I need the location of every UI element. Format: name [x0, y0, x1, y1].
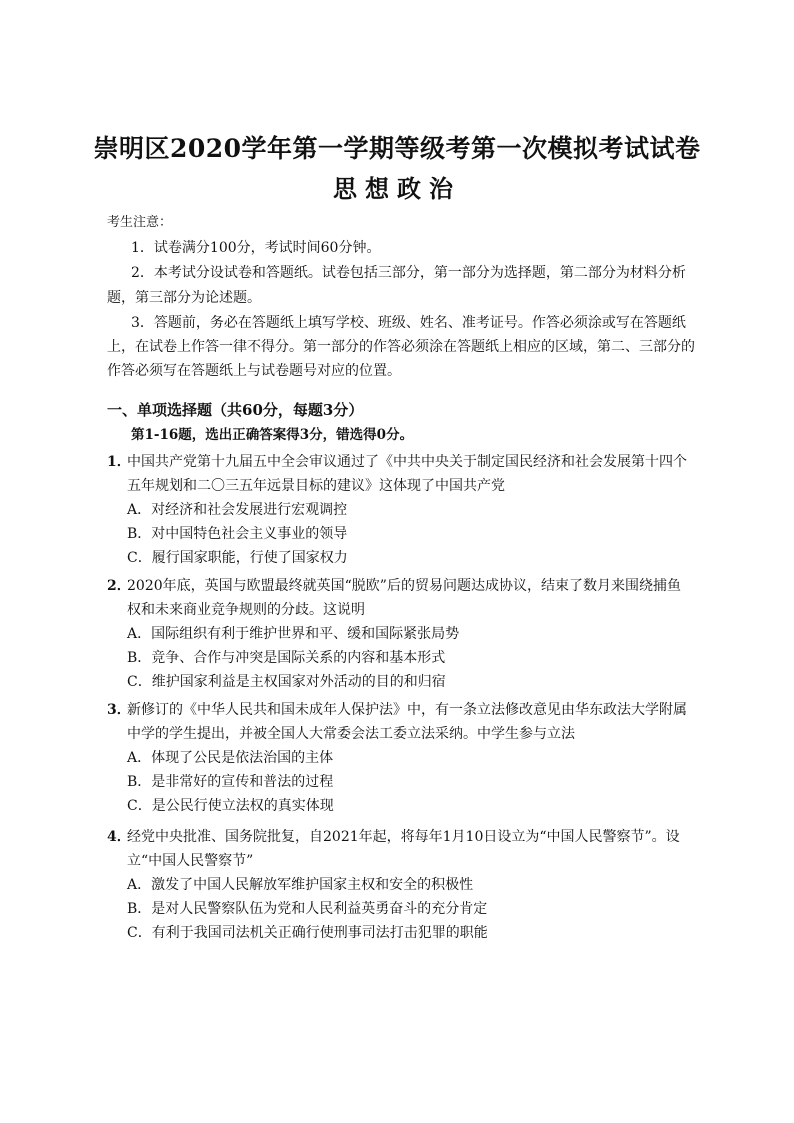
answer-option: A．对经济和社会发展进行宏观调控	[127, 502, 348, 518]
section-heading: 一、单项选择题（共60分，每题3分）	[107, 401, 364, 419]
question-stem: 经党中央批准、国务院批复，自2021年起，将每年1月10日设立为“中国人民警察节”。设	[127, 829, 680, 845]
notice-line: 作答必须写在答题纸上与试卷题号对应的位置。	[107, 363, 401, 379]
answer-option: A．国际组织有利于维护世界和平、缓和国际紧张局势	[127, 626, 460, 642]
question-stem: 立“中国人民警察节”	[127, 853, 254, 869]
question-stem: 中国共产党第十九届五中全会审议通过了《中共中央关于制定国民经济和社会发展第十四个	[127, 454, 687, 470]
answer-option: B．对中国特色社会主义事业的领导	[127, 526, 348, 542]
answer-option: C．履行国家职能，行使了国家权力	[127, 550, 348, 566]
answer-option: C．有利于我国司法机关正确行使刑事司法打击犯罪的职能	[127, 925, 488, 941]
notice-line: 2．本考试分设试卷和答题纸。试卷包括三部分，第一部分为选择题，第二部分为材料分析	[131, 265, 686, 281]
question-stem: 权和未来商业竞争规则的分歧。这说明	[127, 602, 365, 618]
exam-title: 崇明区2020学年第一学期等级考第一次模拟考试试卷	[93, 134, 701, 163]
answer-option: C．维护国家利益是主权国家对外活动的目的和归宿	[127, 674, 446, 690]
question-stem: 新修订的《中华人民共和国未成年人保护法》中，有一条立法修改意见由华东政法大学附属	[127, 702, 687, 718]
answer-option: A．激发了中国人民解放军维护国家主权和安全的积极性	[127, 877, 474, 893]
question-number: 1．	[107, 454, 131, 470]
question-number: 2．	[107, 578, 131, 594]
question-number: 4．	[107, 829, 131, 845]
notice-line: 题，第三部分为论述题。	[107, 290, 261, 306]
answer-option: C．是公民行使立法权的真实体现	[127, 798, 334, 814]
notice-line: 3．答题前，务必在答题纸上填写学校、班级、姓名、准考证号。作答必须涂或写在答题纸	[131, 315, 686, 331]
answer-option: B．是对人民警察队伍为党和人民利益英勇奋斗的充分肯定	[127, 901, 488, 917]
subject-title: 思想政治	[333, 174, 461, 203]
notice-label: 考生注意：	[107, 215, 173, 230]
question-stem: 五年规划和二〇三五年远景目标的建议》这体现了中国共产党	[127, 478, 505, 494]
answer-option: B．是非常好的宣传和普法的过程	[127, 774, 334, 790]
question-stem: 中学的学生提出，并被全国人大常委会法工委立法采纳。中学生参与立法	[127, 726, 575, 742]
section-instruction: 第1-16题，选出正确答案得3分，错选得0分。	[131, 427, 414, 443]
answer-option: B．竞争、合作与冲突是国际关系的内容和基本形式	[127, 650, 446, 666]
answer-option: A．体现了公民是依法治国的主体	[127, 750, 334, 766]
notice-line: 1．试卷满分100分，考试时间60分钟。	[131, 240, 381, 256]
notice-line: 上，在试卷上作答一律不得分。第一部分的作答必须涂在答题纸上相应的区域，第二、三部分的	[107, 339, 695, 355]
question-stem: 2020年底，英国与欧盟最终就英国“脱欧”后的贸易问题达成协议，结束了数月来围绕捕鱼	[127, 578, 681, 594]
question-number: 3．	[107, 702, 131, 718]
